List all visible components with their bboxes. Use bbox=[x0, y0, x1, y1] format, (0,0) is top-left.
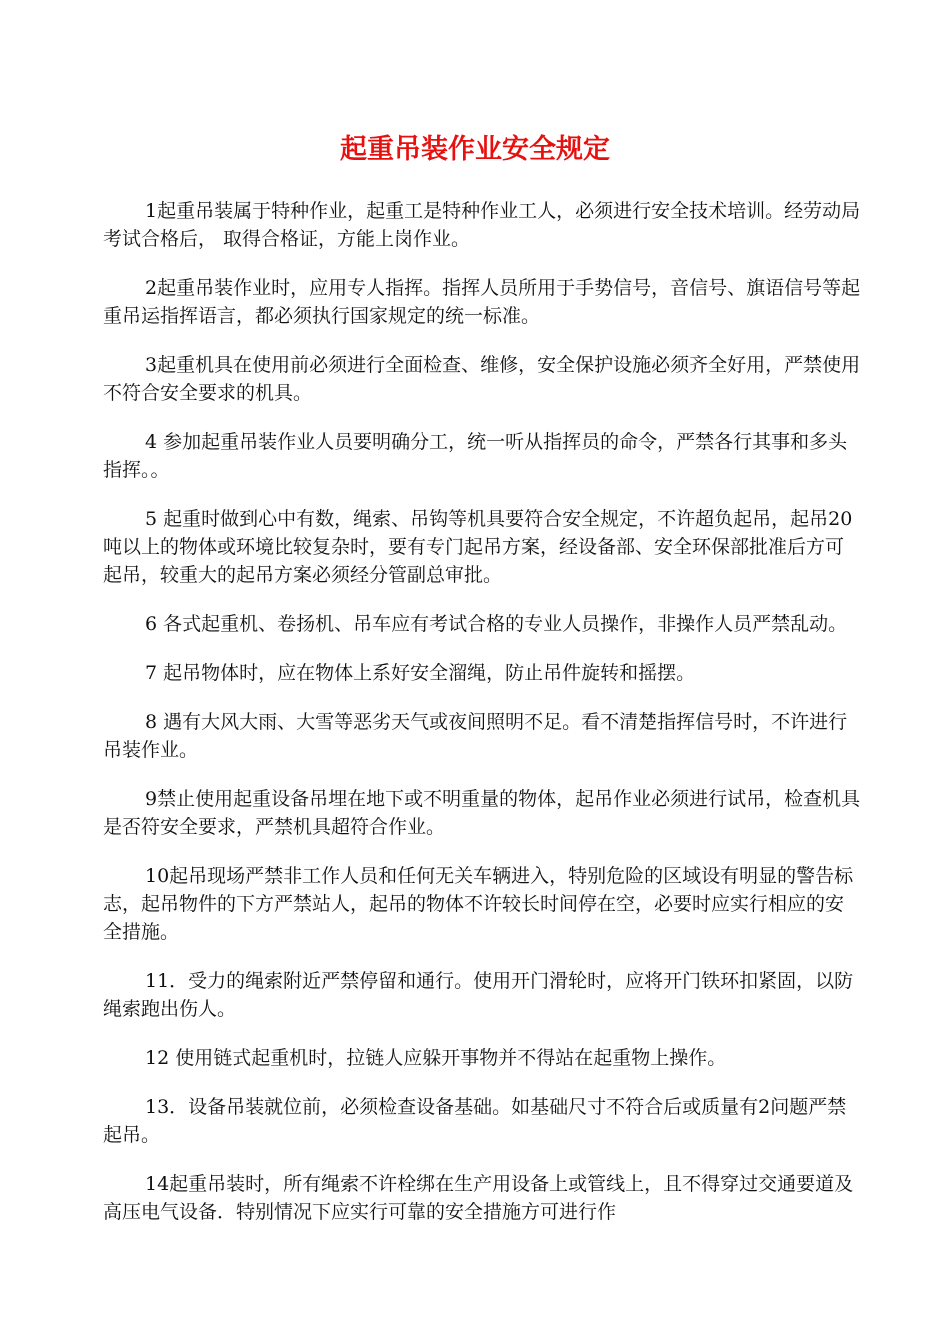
rule-paragraph-5: 5 起重时做到心中有数，绳索、吊钩等机具要符合安全规定，不许超负起吊，起吊20吨以上的物体或环境比较复杂时，要有专门起吊方案，经设备部、安全环保部批准后方可起吊，较重大的起吊方案必须经分管副总审批。 bbox=[103, 508, 853, 586]
document-body bbox=[103, 197, 861, 1247]
rule-paragraph-3: 3起重机具在使用前必须进行全面检查、维修，安全保护设施必须齐全好用，严禁使用不符合安全要求的机具。 bbox=[103, 354, 861, 404]
rule-paragraph-7: 7 起吊物体时，应在物体上系好安全溜绳，防止吊件旋转和摇摆。 bbox=[145, 662, 696, 684]
rule-paragraph-4: 4 参加起重吊装作业人员要明确分工，统一听从指挥员的命令，严禁各行其事和多头指挥。。 bbox=[103, 431, 848, 481]
rule-paragraph-8: 8 遇有大风大雨、大雪等恶劣天气或夜间照明不足。看不清楚指挥信号时，不许进行吊装作业。 bbox=[103, 711, 848, 761]
rule-paragraph-9: 9禁止使用起重设备吊埋在地下或不明重量的物体，起吊作业必须进行试吊，检查机具是否符安全要求，严禁机具超符合作业。 bbox=[103, 788, 861, 838]
document-title: 起重吊装作业安全规定 bbox=[340, 134, 610, 165]
rule-paragraph-14: 14起重吊装时，所有绳索不许栓绑在生产用设备上或管线上，且不得穿过交通要道及高压电气设备．特别情况下应实行可靠的安全措施方可进行作 bbox=[103, 1173, 854, 1223]
rule-paragraph-6: 6 各式起重机、卷扬机、吊车应有考试合格的专业人员操作，非操作人员严禁乱动。 bbox=[145, 613, 848, 635]
rule-paragraph-2: 2起重吊装作业时，应用专人指挥。指挥人员所用于手势信号，音信号、旗语信号等起重吊运指挥语言，都必须执行国家规定的统一标准。 bbox=[103, 277, 861, 327]
rule-paragraph-10: 10起吊现场严禁非工作人员和任何无关车辆进入，特别危险的区域设有明显的警告标志，起吊物件的下方严禁站人，起吊的物体不许较长时间停在空，必要时应实行相应的安全措施。 bbox=[103, 865, 854, 943]
rule-paragraph-12: 12 使用链式起重机时，拉链人应躲开事物并不得站在起重物上操作。 bbox=[145, 1047, 727, 1069]
rule-paragraph-1: 1起重吊装属于特种作业，起重工是特种作业工人，必须进行安全技术培训。经劳动局考试合格后， 取得合格证，方能上岗作业。 bbox=[103, 200, 861, 250]
rule-paragraph-11: 11．受力的绳索附近严禁停留和通行。使用开门滑轮时，应将开门铁环扣紧固，以防绳索跑出伤人。 bbox=[103, 970, 854, 1020]
rule-paragraph-13: 13．设备吊装就位前，必须检查设备基础。如基础尺寸不符合后或质量有2问题严禁起吊。 bbox=[103, 1096, 847, 1146]
